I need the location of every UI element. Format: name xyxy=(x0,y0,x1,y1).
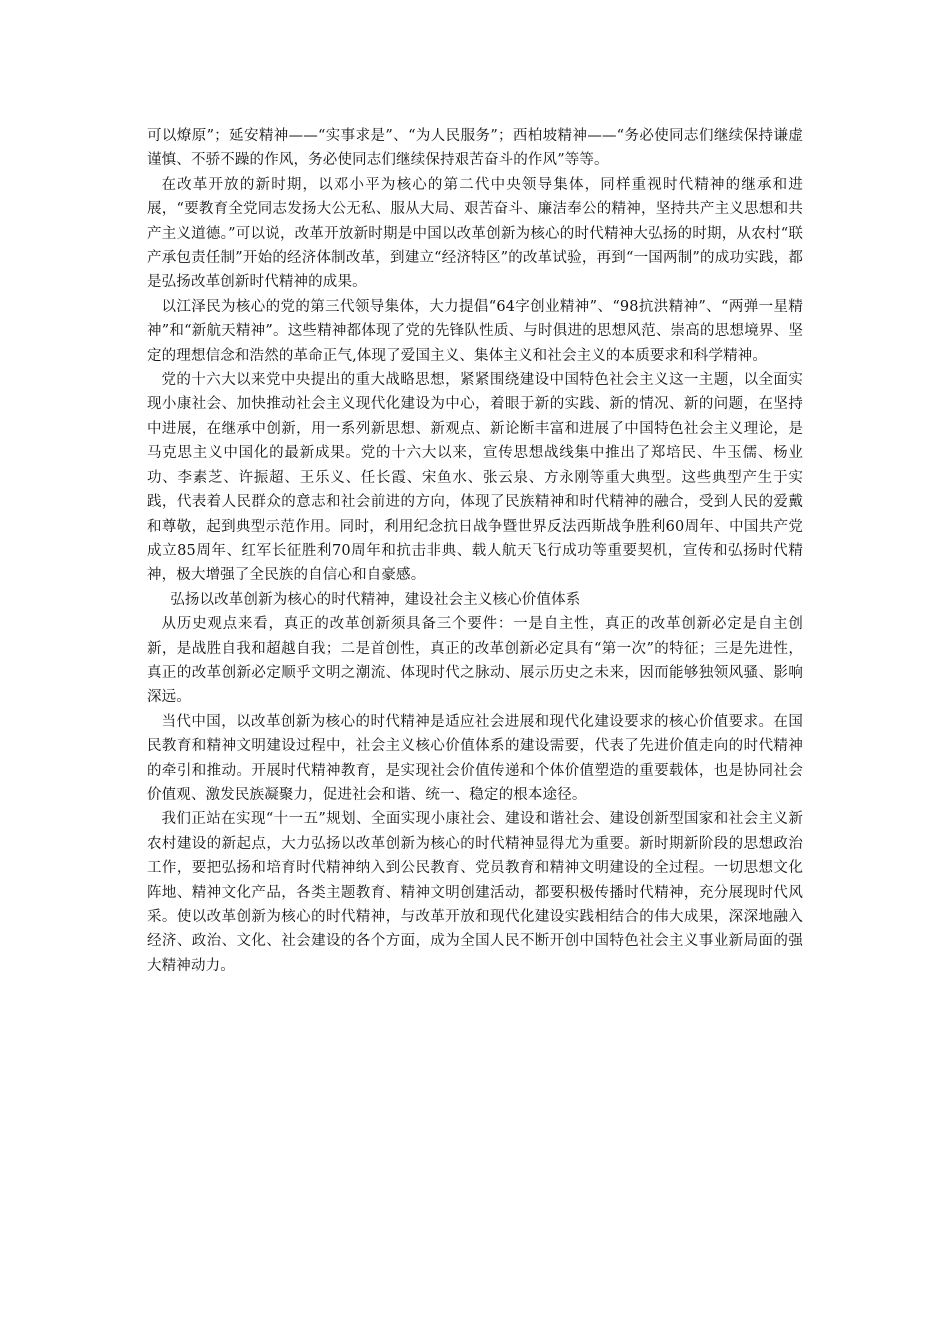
paragraph-continuation: 可以燎原”；延安精神——“实事求是”、“为人民服务”；西柏坡精神——“务必使同志们继续保持谦虚谨慎、不骄不躁的作风，务必使同志们继续保持艰苦奋斗的作风”等等。 xyxy=(147,128,803,169)
paragraph-contemporary-china: 当代中国，以改革创新为核心的时代精神是适应社会进展和现代化建设要求的核心价值要求。在国民教育和精神文明建设过程中，社会主义核心价值体系的建设需要，代表了先进价值走向的时代精神的牵引和推动。开展时代精神教育，是实现社会价值传递和个体价值塑造的重要载体，也是协同社会价值观、激发民族凝聚力，促进社会和谐、统一、稳定的根本途径。 xyxy=(147,713,803,803)
paragraph-sixteenth-congress: 党的十六大以来党中央提出的重大战略思想，紧紧围绕建设中国特色社会主义这一主题，以全面实现小康社会、加快推动社会主义现代化建设为中心，着眼于新的实践、新的情况、新的问题，在坚持中进展，在继承中创新，用一系列新思想、新观点、新论断丰富和进展了中国特色社会主义理论，是马克思主义中国化的最新成果。党的十六大以来，宣传思想战线集中推出了郑培民、牛玉儒、杨业功、李素芝、许振超、王乐义、任长霞、宋鱼水、张云泉、方永刚等重大典型。这些典型产生于实践，代表着人民群众的意志和社会前进的方向，体现了民族精神和时代精神的融合，受到人民的爱戴和尊敬，起到典型示范作用。同时，利用纪念抗日战争暨世界反法西斯战争胜利60周年、中国共产党成立85周年、红军长征胜利70周年和抗击非典、载人航天飞行成功等重要契机，宣传和弘扬时代精神，极大增强了全民族的自信心和自豪感。 xyxy=(147,372,803,584)
section-heading: 弘扬以改革创新为核心的时代精神，建设社会主义核心价值体系 xyxy=(170,591,581,608)
paragraph-third-generation: 以江泽民为核心的党的第三代领导集体，大力提倡“64字创业精神”、“98抗洪精神”、“两弹一星精神”和“新航天精神”。这些精神都体现了党的先锋队性质、与时俱进的思想风范、崇高的思想境界、坚定的理想信念和浩然的革命正气,体现了爱国主义、集体主义和社会主义的本质要求和科学精神。 xyxy=(147,298,803,364)
document-body xyxy=(147,124,803,978)
paragraph-new-starting-point: 我们正站在实现“十一五”规划、全面实现小康社会、建设和谐社会、建设创新型国家和社会主义新农村建设的新起点，大力弘扬以改革创新为核心的时代精神显得尤为重要。新时期新阶段的思想政治工作，要把弘扬和培育时代精神纳入到公民教育、党员教育和精神文明建设的全过程。一切思想文化阵地、精神文化产品，各类主题教育、精神文明创建活动，都要积极传播时代精神，充分展现时代风采。使以改革创新为核心的时代精神，与改革开放和现代化建设实践相结合的伟大成果，深深地融入经济、政治、文化、社会建设的各个方面，成为全国人民不断开创中国特色社会主义事业新局面的强大精神动力。 xyxy=(147,811,803,974)
paragraph-historical-view: 从历史观点来看，真正的改革创新须具备三个要件：一是自主性，真正的改革创新必定是自主创新，是战胜自我和超越自我；二是首创性，真正的改革创新必定具有“第一次”的特征；三是先进性，真正的改革创新必定顺乎文明之潮流、体现时代之脉动、展示历史之未来，因而能够独领风骚、影响深远。 xyxy=(147,616,803,706)
paragraph-reform-era: 在改革开放的新时期，以邓小平为核心的第二代中央领导集体，同样重视时代精神的继承和进展，“要教育全党同志发扬大公无私、服从大局、艰苦奋斗、廉洁奉公的精神，坚持共产主义思想和共产主义道德。”可以说，改革开放新时期是中国以改革创新为核心的时代精神大弘扬的时期，从农村“联产承包责任制”开始的经济体制改革，到建立“经济特区”的改革试验，再到“一国两制”的成功实践，都是弘扬改革创新时代精神的成果。 xyxy=(147,176,803,291)
